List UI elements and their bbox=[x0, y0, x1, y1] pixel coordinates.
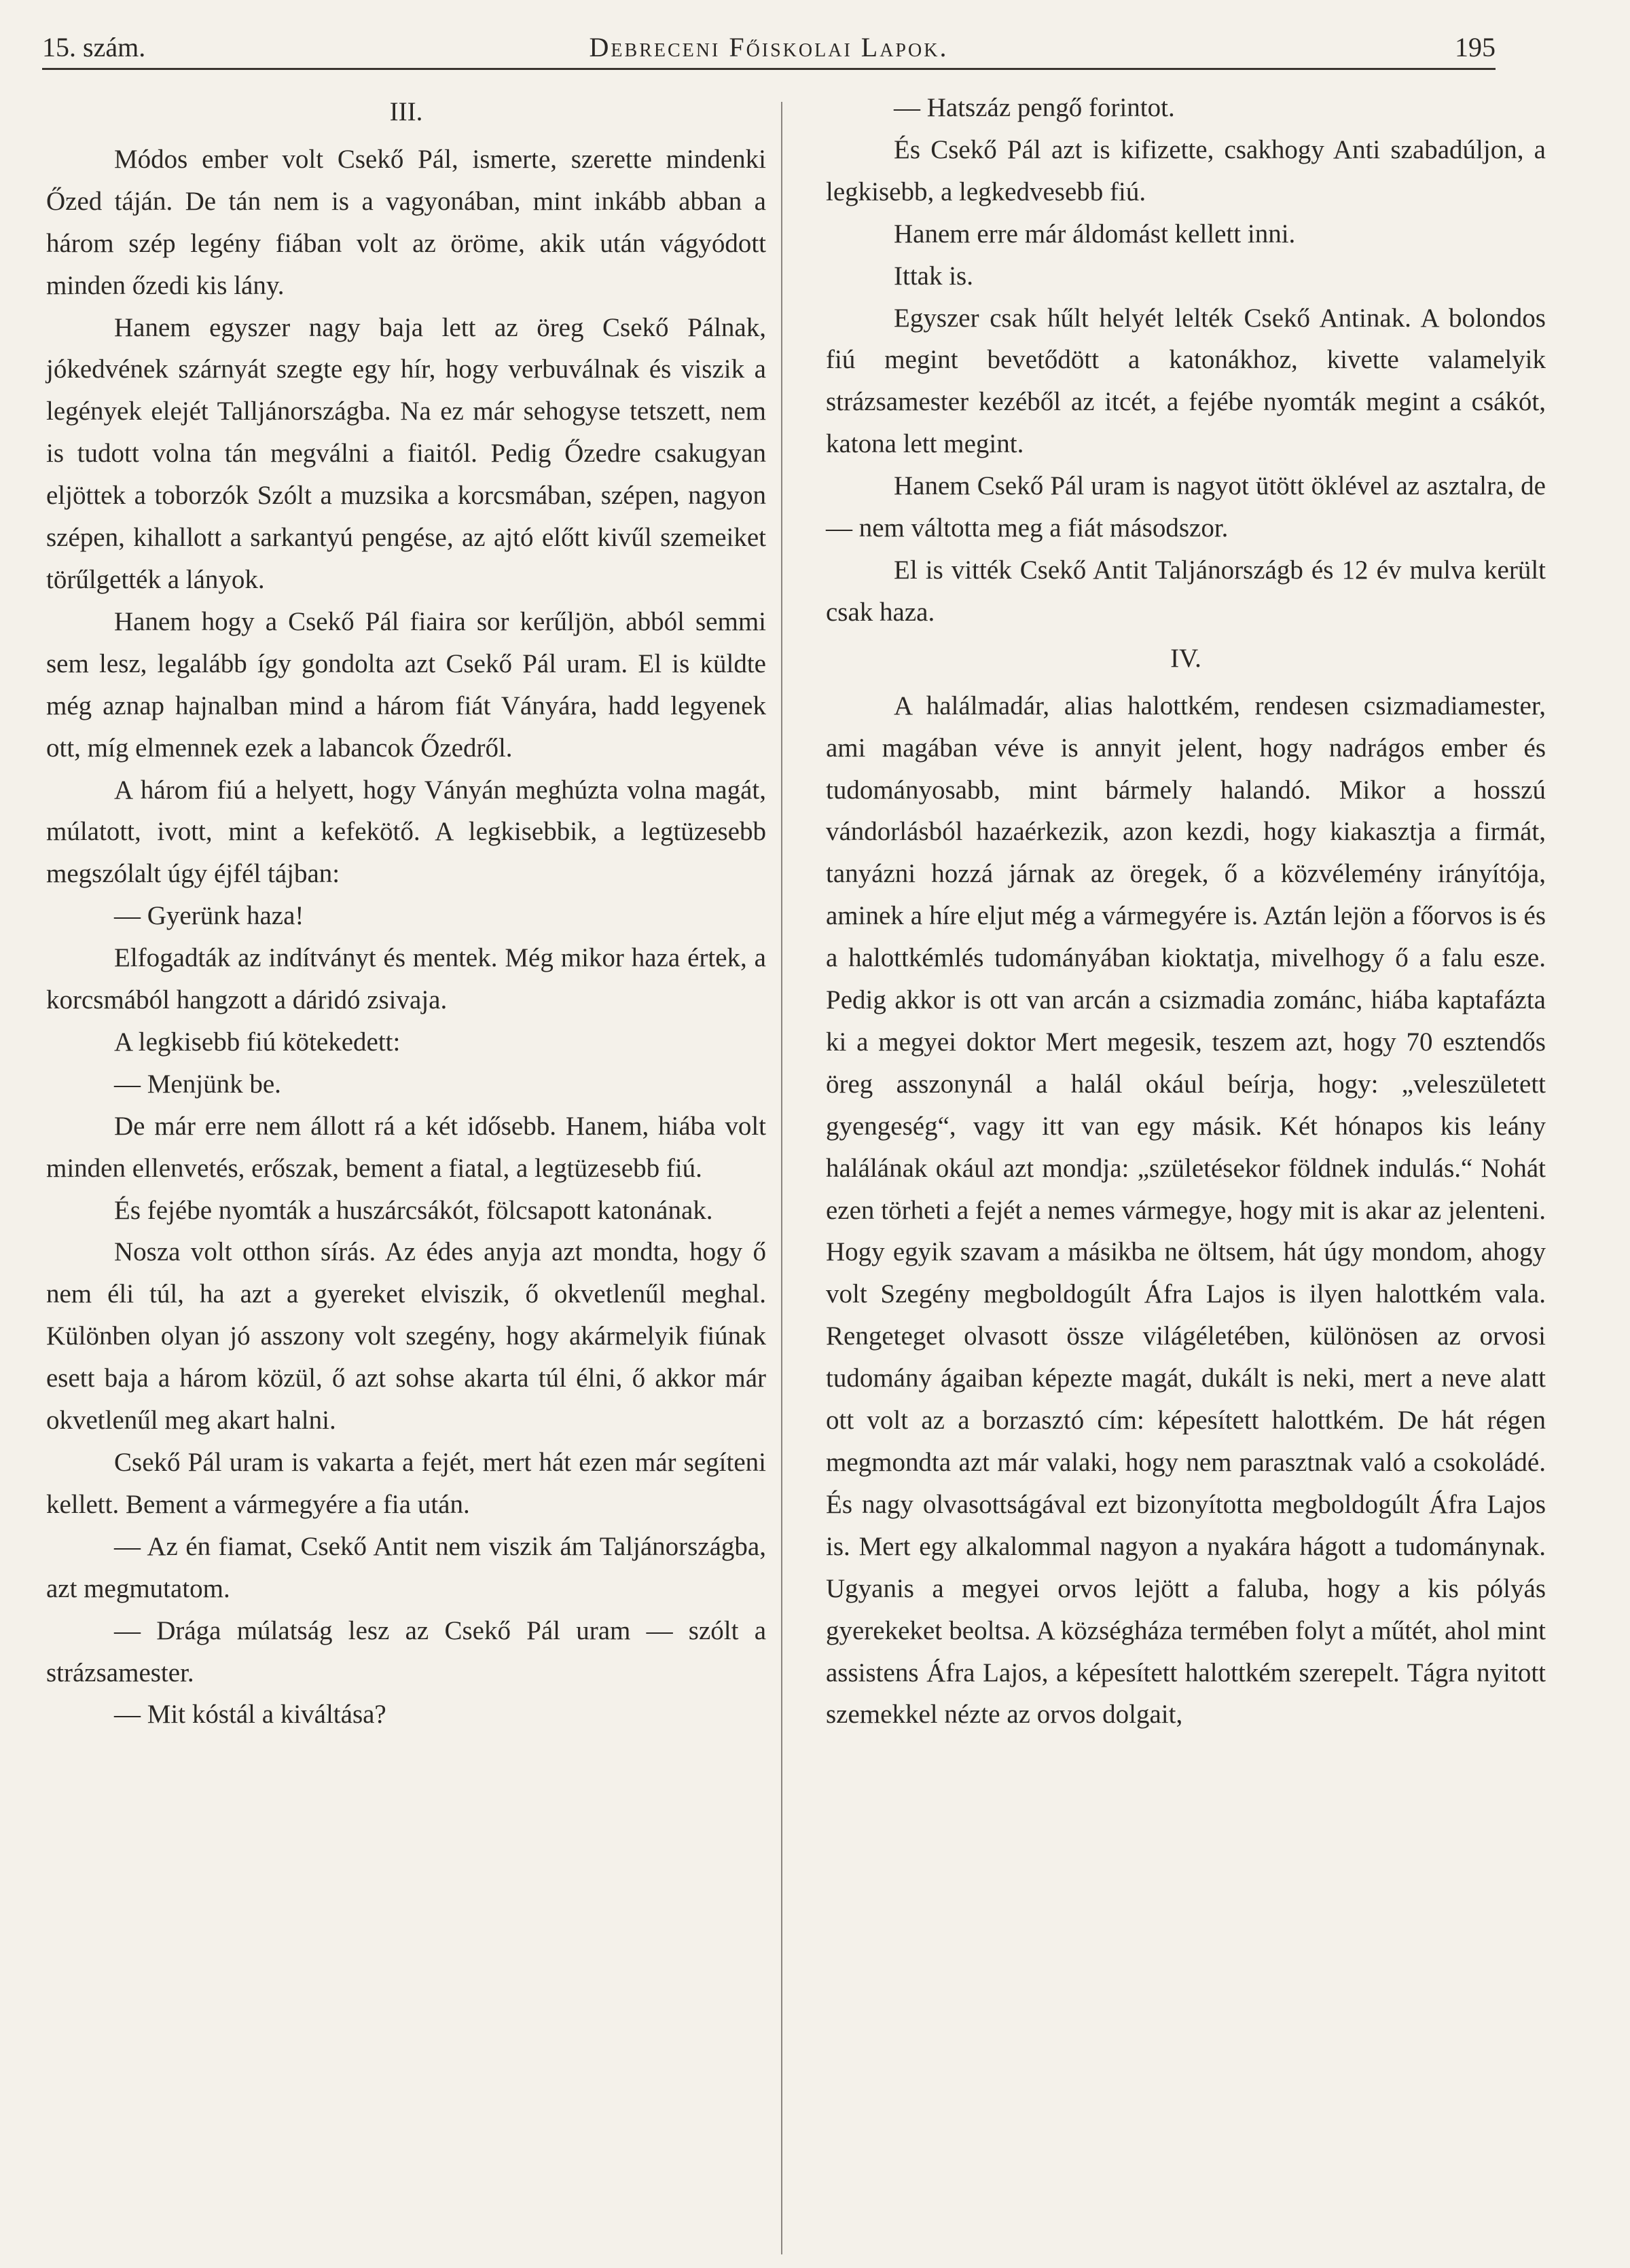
page-number: 195 bbox=[1455, 32, 1496, 62]
dialogue-line: — Menjünk be. bbox=[114, 1069, 281, 1099]
section-heading-iii: III. bbox=[389, 97, 423, 126]
paragraph: Elfogadták az indítványt és mentek. Még mikor haza értek, a korcsmából hangzott a dáridó zsivaja. bbox=[46, 943, 766, 1015]
issue-number: 15. szám. bbox=[42, 32, 146, 62]
paragraph: És fejébe nyomták a huszárcsákót, fölcsapott katonának. bbox=[114, 1195, 713, 1225]
paragraph: Hanem hogy a Csekő Pál fiaira sor kerűljön, abból semmi sem lesz, legalább így gondolta azt Csekő Pál uram. El is küldte még aznap hajnalban mind a három fiát Ványára, hadd legyenek ott, míg elmennek ezek a labancok Őzedről. bbox=[46, 606, 766, 763]
paragraph: De már erre nem állott rá a két idősebb. Hanem, hiába volt minden ellenvetés, erőszak, bement a fiatal, a legtüzesebb fiú. bbox=[46, 1111, 766, 1183]
paragraph: Hanem Csekő Pál uram is nagyot ütött öklével az asztalra, de — nem váltotta meg a fiát másodszor. bbox=[826, 471, 1546, 543]
dialogue-line: — Gyerünk haza! bbox=[114, 901, 304, 931]
section-heading-iv: IV. bbox=[1170, 643, 1201, 673]
right-column bbox=[826, 87, 1546, 1736]
paragraph: És Csekő Pál azt is kifizette, csakhogy Anti szabadúljon, a legkisebb, a legkedvesebb fiú. bbox=[826, 134, 1546, 206]
left-column bbox=[46, 87, 766, 1736]
dialogue-line: — Mit kóstál a kiváltása? bbox=[114, 1700, 386, 1730]
running-header bbox=[42, 27, 1496, 70]
dialogue-line: — Drága múlatság lesz az Csekő Pál uram — szólt a strázsamester. bbox=[46, 1615, 766, 1687]
paragraph: Egyszer csak hűlt helyét lelték Csekő Antinak. A bolondos fiú megint bevetődött a katonákhoz, kivette valamelyik strázsamester kezéből az itcét, a fejébe nyomták megint a csákót, katona lett megint. bbox=[826, 303, 1546, 459]
column-divider bbox=[781, 102, 782, 2254]
dialogue-line: — Hatszáz pengő forintot. bbox=[894, 93, 1175, 122]
paragraph: A legkisebb fiú kötekedett: bbox=[114, 1027, 401, 1057]
paragraph: Hanem erre már áldomást kellett inni. bbox=[894, 219, 1296, 249]
journal-title: Debreceni Főiskolai Lapok. bbox=[589, 32, 949, 62]
paragraph: El is vitték Csekő Antit Taljánországb és 12 év mulva került csak haza. bbox=[826, 555, 1546, 627]
paragraph: Módos ember volt Csekő Pál, ismerte, szerette mindenki Őzed táján. De tán nem is a vagyonában, mint inkább abban a három szép legény fiában volt az öröme, akik után vágyódott minden őzedi kis lány. bbox=[46, 144, 766, 300]
paragraph: Nosza volt otthon sírás. Az édes anyja azt mondta, hogy ő nem éli túl, ha azt a gyereket elviszik, ő okvetlenűl meghal. Különben olyan jó asszony volt szegény, hogy akármelyik fiúnak esett baja a három közül, ő azt sohse akarta túl élni, ő akkor már okvetlenűl meg akart halni. bbox=[46, 1237, 766, 1435]
paragraph: Ittak is. bbox=[894, 261, 973, 291]
paragraph: A halálmadár, alias halottkém, rendesen csizmadiamester, ami magában véve is annyit jelent, hogy nadrágos ember és tudományosabb, mint bármely halandó. Mikor a hosszú vándorlásból hazaérkezik, azon kezdi, hogy kiakasztja a firmát, tanyázni hozzá járnak az öregek, ő a közvélemény irányítója, aminek a híre eljut még a vármegyére is. Aztán lejön a főorvos is és a halottkémlés tudományában kioktatja, mivelhogy ő a falu esze. Pedig akkor is ott van arcán a csizmadia zománc, hiába kaptafázta ki a megyei doktor Mert megesik, teszem azt, hogy 70 esztendős öreg asszonynál a halál okául beírja, hogy: „veleszületett gyengeség“, vagy itt van egy másik. Két hónapos kis leány halálának okául azt mondja: „születésekor földnek indulás.“ Nohát ezen törheti a fejét a nemes vármegye, hogy mit is akar az jelenteni. Hogy egyik szavam a másikba ne öltsem, hát úgy mondom, ahogy volt Szegény megboldogúlt Áfra Lajos is ilyen halottkém vala. Rengeteget olvasott össze világéletében, különösen az orvosi tudomány ágaiban képezte magát, dukált is neki, mert a neve alatt ott volt az a borzasztó cím: képesített halottkém. De hát régen megmondta azt már valaki, hogy nem parasztnak való a csokoládé. És nagy olvasottságával ezt bizonyította megboldogúlt Áfra Lajos is. Mert egy alkalommal nagyon a nyakára hágott a tudománynak. Ugyanis a megyei orvos lejött a faluba, hogy a kis pólyás gyerekeket beoltsa. A községháza termében folyt a műtét, ahol mint assistens Áfra Lajos, a képesített halottkém szerepelt. Tágra nyitott szemekkel nézte az orvos dolgait, bbox=[826, 691, 1546, 1730]
dialogue-line: — Az én fiamat, Csekő Antit nem viszik ám Taljánországba, azt megmutatom. bbox=[46, 1531, 766, 1603]
paragraph: Hanem egyszer nagy baja lett az öreg Csekő Pálnak, jókedvének szárnyát szegte egy hír, hogy verbuválnak és viszik a legények elejét Talljánországba. Na ez már sehogyse tetszett, nem is tudott volna tán megválni a fiaitól. Pedig Őzedre csakugyan eljöttek a toborzók Szólt a muzsika a korcsmában, szépen, nagyon szépen, kihallott a sarkantyú pengése, az ajtó előtt kivűl szemeiket törűlgették a lányok. bbox=[46, 312, 766, 594]
paragraph: Csekő Pál uram is vakarta a fejét, mert hát ezen már segíteni kellett. Bement a vármegyére a fia után. bbox=[46, 1448, 766, 1519]
paragraph: A három fiú a helyett, hogy Ványán meghúzta volna magát, múlatott, ivott, mint a kefekötő. A legkisebbik, a legtüzesebb megszólalt úgy éjfél tájban: bbox=[46, 775, 766, 889]
